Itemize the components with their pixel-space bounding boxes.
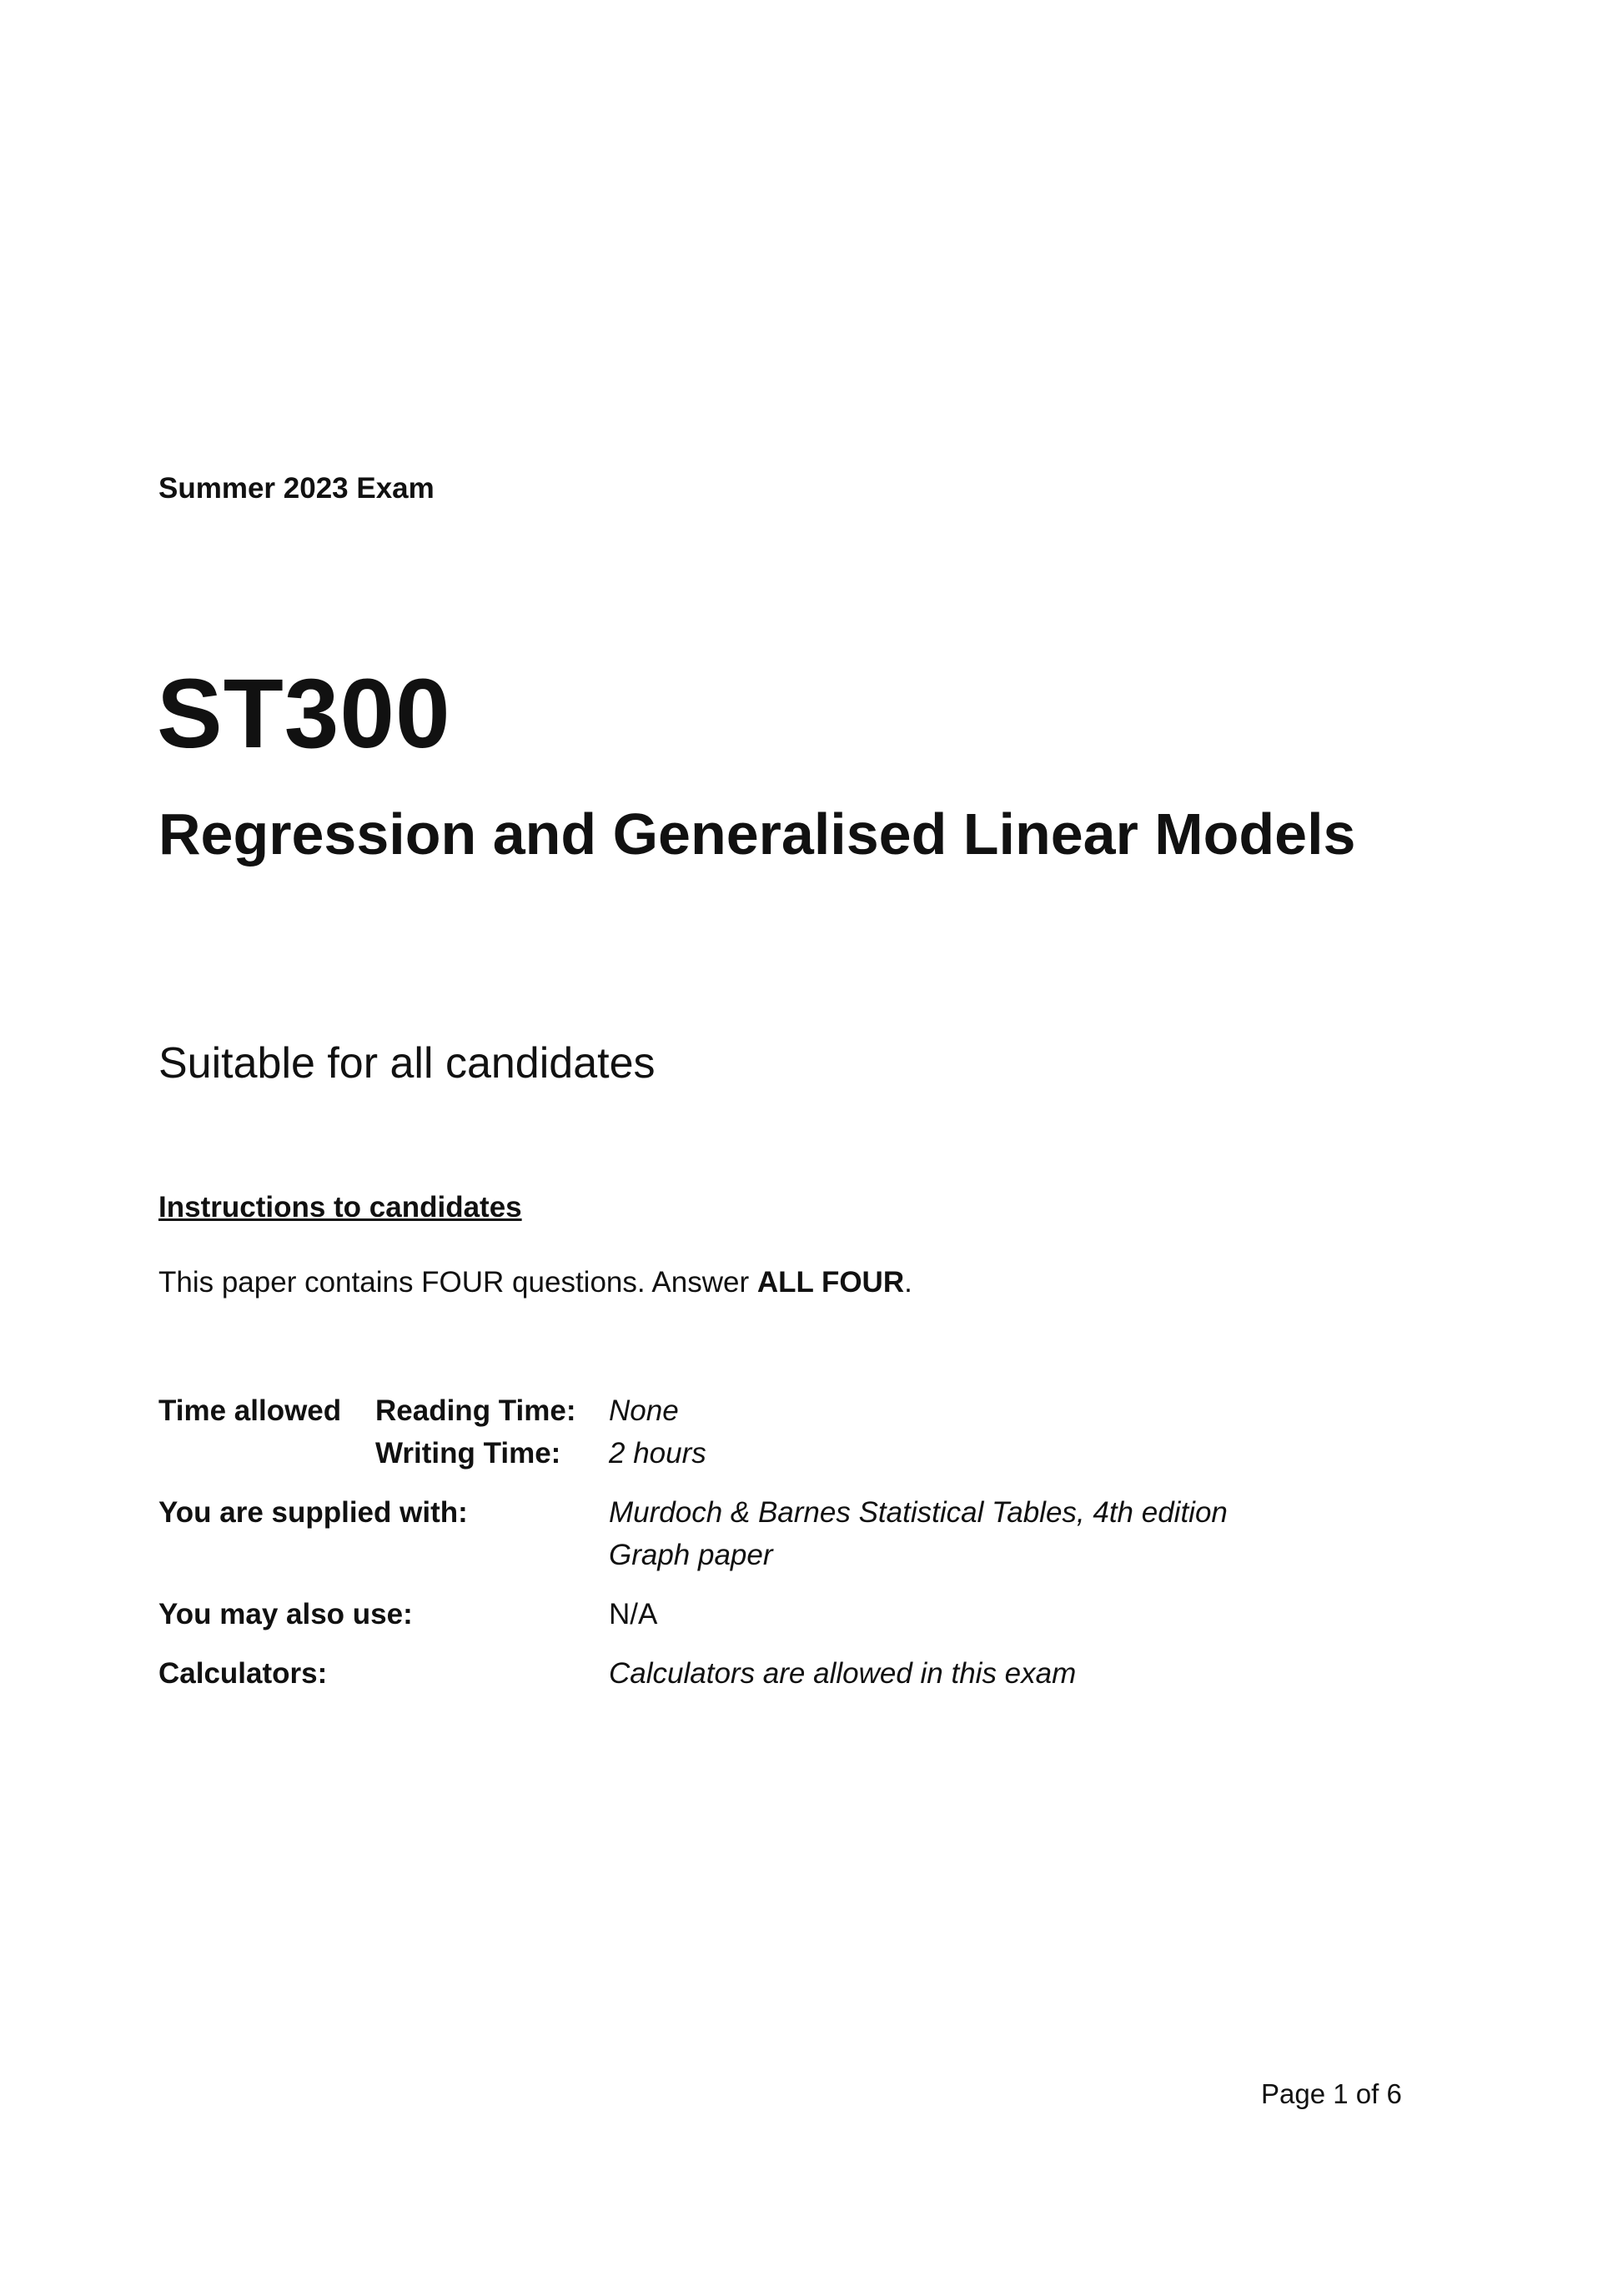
- time-allowed-label: Time allowed: [158, 1394, 342, 1427]
- page-number: Page 1 of 6: [1261, 2078, 1402, 2109]
- may-also-use-value: N/A: [609, 1598, 658, 1630]
- supplied-item-tables: Murdoch & Barnes Statistical Tables, 4th edition: [609, 1496, 1228, 1529]
- calculators-value: Calculators are allowed in this exam: [609, 1657, 1077, 1690]
- calculators-label: Calculators:: [158, 1657, 328, 1690]
- exam-session-label: Summer 2023 Exam: [158, 472, 435, 505]
- may-also-use-label: You may also use:: [158, 1598, 413, 1630]
- course-code: ST300: [157, 659, 451, 769]
- instructions-text-prefix: This paper contains FOUR questions. Answer: [158, 1266, 757, 1299]
- instructions-text: [158, 1266, 912, 1299]
- instructions-text-suffix: .: [904, 1266, 912, 1299]
- supplied-item-graph-paper: Graph paper: [609, 1539, 773, 1571]
- course-title: Regression and Generalised Linear Models: [158, 801, 1356, 867]
- instructions-heading: Instructions to candidates: [158, 1191, 522, 1223]
- reading-time-value: None: [609, 1394, 679, 1427]
- writing-time-label: Writing Time:: [375, 1437, 561, 1470]
- writing-time-value: 2 hours: [609, 1437, 706, 1470]
- supplied-with-label: You are supplied with:: [158, 1496, 468, 1529]
- reading-time-label: Reading Time:: [375, 1394, 576, 1427]
- instructions-text-emphasis: ALL FOUR: [756, 1266, 905, 1299]
- suitability-note: Suitable for all candidates: [158, 1039, 656, 1088]
